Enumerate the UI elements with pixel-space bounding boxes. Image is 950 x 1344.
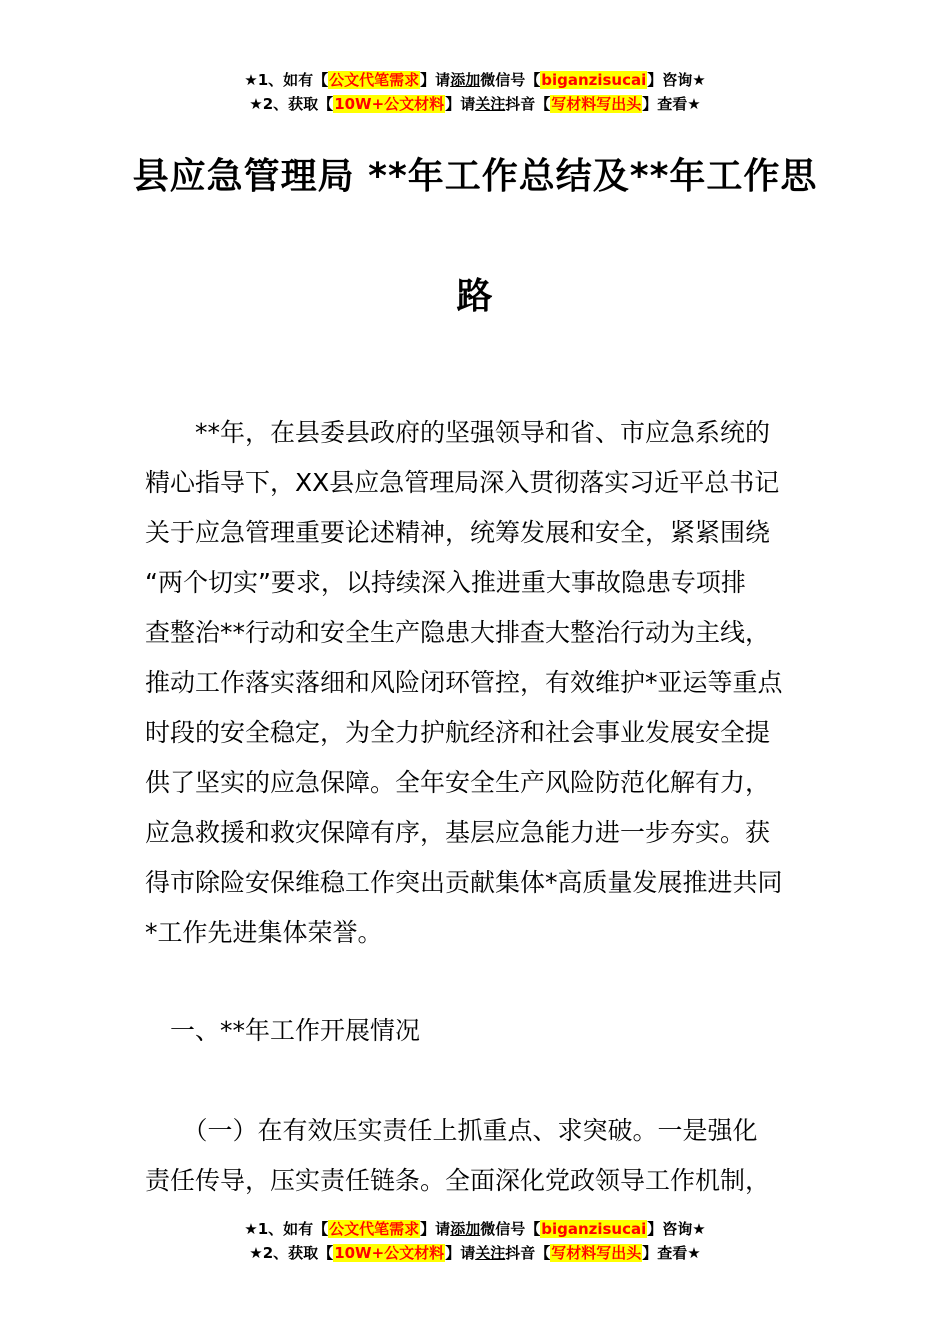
text-line: 时段的安全稳定，为全力护航经济和社会事业发展安全提 (145, 718, 771, 747)
banner-text: 】查看★ (642, 95, 701, 113)
banner-text: 微信号【 (480, 1220, 541, 1238)
banner-underlined: 关注 (475, 95, 506, 113)
text-line: 得市除险安保维稳工作突出贡献集体*高质量发展推进共同 (145, 868, 783, 897)
banner-text: ★2、获取【 (249, 95, 334, 113)
banner-text: 】咨询★ (647, 1220, 706, 1238)
text-line: （一）在有效压实责任上抓重点、求突破。一是强化 (145, 1116, 758, 1145)
section-heading-1 (145, 1006, 810, 1056)
banner-text: ★2、获取【 (249, 1244, 334, 1262)
banner-line-1 (0, 1217, 950, 1241)
text-line: 关于应急管理重要论述精神，统筹发展和安全，紧紧围绕 (145, 518, 771, 547)
banner-underlined: 添加 (450, 1220, 481, 1238)
banner-text: 】咨询★ (647, 71, 706, 89)
paragraph-section-1 (145, 1106, 810, 1206)
banner-text: 】请 (420, 71, 451, 89)
text-line: 责任传导，压实责任链条。全面深化党政领导工作机制， (145, 1166, 771, 1195)
banner-highlight: biganzisucai (541, 1220, 647, 1238)
paragraph-intro (145, 408, 810, 958)
banner-text: 】请 (445, 1244, 476, 1262)
text-line: *工作先进集体荣誉。 (145, 918, 383, 947)
text-line: **年，在县委县政府的坚强领导和省、市应急系统的 (145, 418, 771, 447)
banner-line-1 (0, 68, 950, 92)
banner-highlight: biganzisucai (541, 71, 647, 89)
text-line: 精心指导下，XX县应急管理局深入贯彻落实习近平总书记 (145, 468, 780, 497)
section-heading-text: 一、**年工作开展情况 (145, 1016, 421, 1045)
banner-line-2 (0, 92, 950, 116)
document-title-line-2: 路 (456, 276, 494, 317)
banner-highlight: 公文代笔需求 (329, 71, 420, 89)
text-line: 推动工作落实落细和风险闭环管控，有效维护*亚运等重点 (145, 668, 783, 697)
banner-text: 微信号【 (480, 71, 541, 89)
banner-text: ★1、如有【 (244, 1220, 329, 1238)
banner-line-2 (0, 1241, 950, 1265)
banner-highlight: 10W+公文材料 (334, 95, 445, 113)
banner-text: 】请 (445, 95, 476, 113)
banner-highlight: 10W+公文材料 (334, 1244, 445, 1262)
text-line: 应急救援和救灾保障有序，基层应急能力进一步夯实。获 (145, 818, 771, 847)
banner-text: 】查看★ (642, 1244, 701, 1262)
banner-text: 】请 (420, 1220, 451, 1238)
banner-highlight: 公文代笔需求 (329, 1220, 420, 1238)
text-line: 供了坚实的应急保障。全年安全生产风险防范化解有力， (145, 768, 771, 797)
banner-underlined: 关注 (475, 1244, 506, 1262)
header-banner (0, 68, 950, 116)
document-title-line-1: 县应急管理局 **年工作总结及**年工作思 (132, 156, 818, 197)
banner-text: 抖音【 (505, 1244, 551, 1262)
footer-banner (0, 1217, 950, 1265)
banner-highlight: 写材料写出头 (551, 1244, 642, 1262)
banner-highlight: 写材料写出头 (551, 95, 642, 113)
text-line: 查整治**行动和安全生产隐患大排查大整治行动为主线， (145, 618, 771, 647)
banner-text: ★1、如有【 (244, 71, 329, 89)
text-line: “两个切实”要求，以持续深入推进重大事故隐患专项排 (145, 568, 746, 597)
banner-underlined: 添加 (450, 71, 481, 89)
banner-text: 抖音【 (505, 95, 551, 113)
